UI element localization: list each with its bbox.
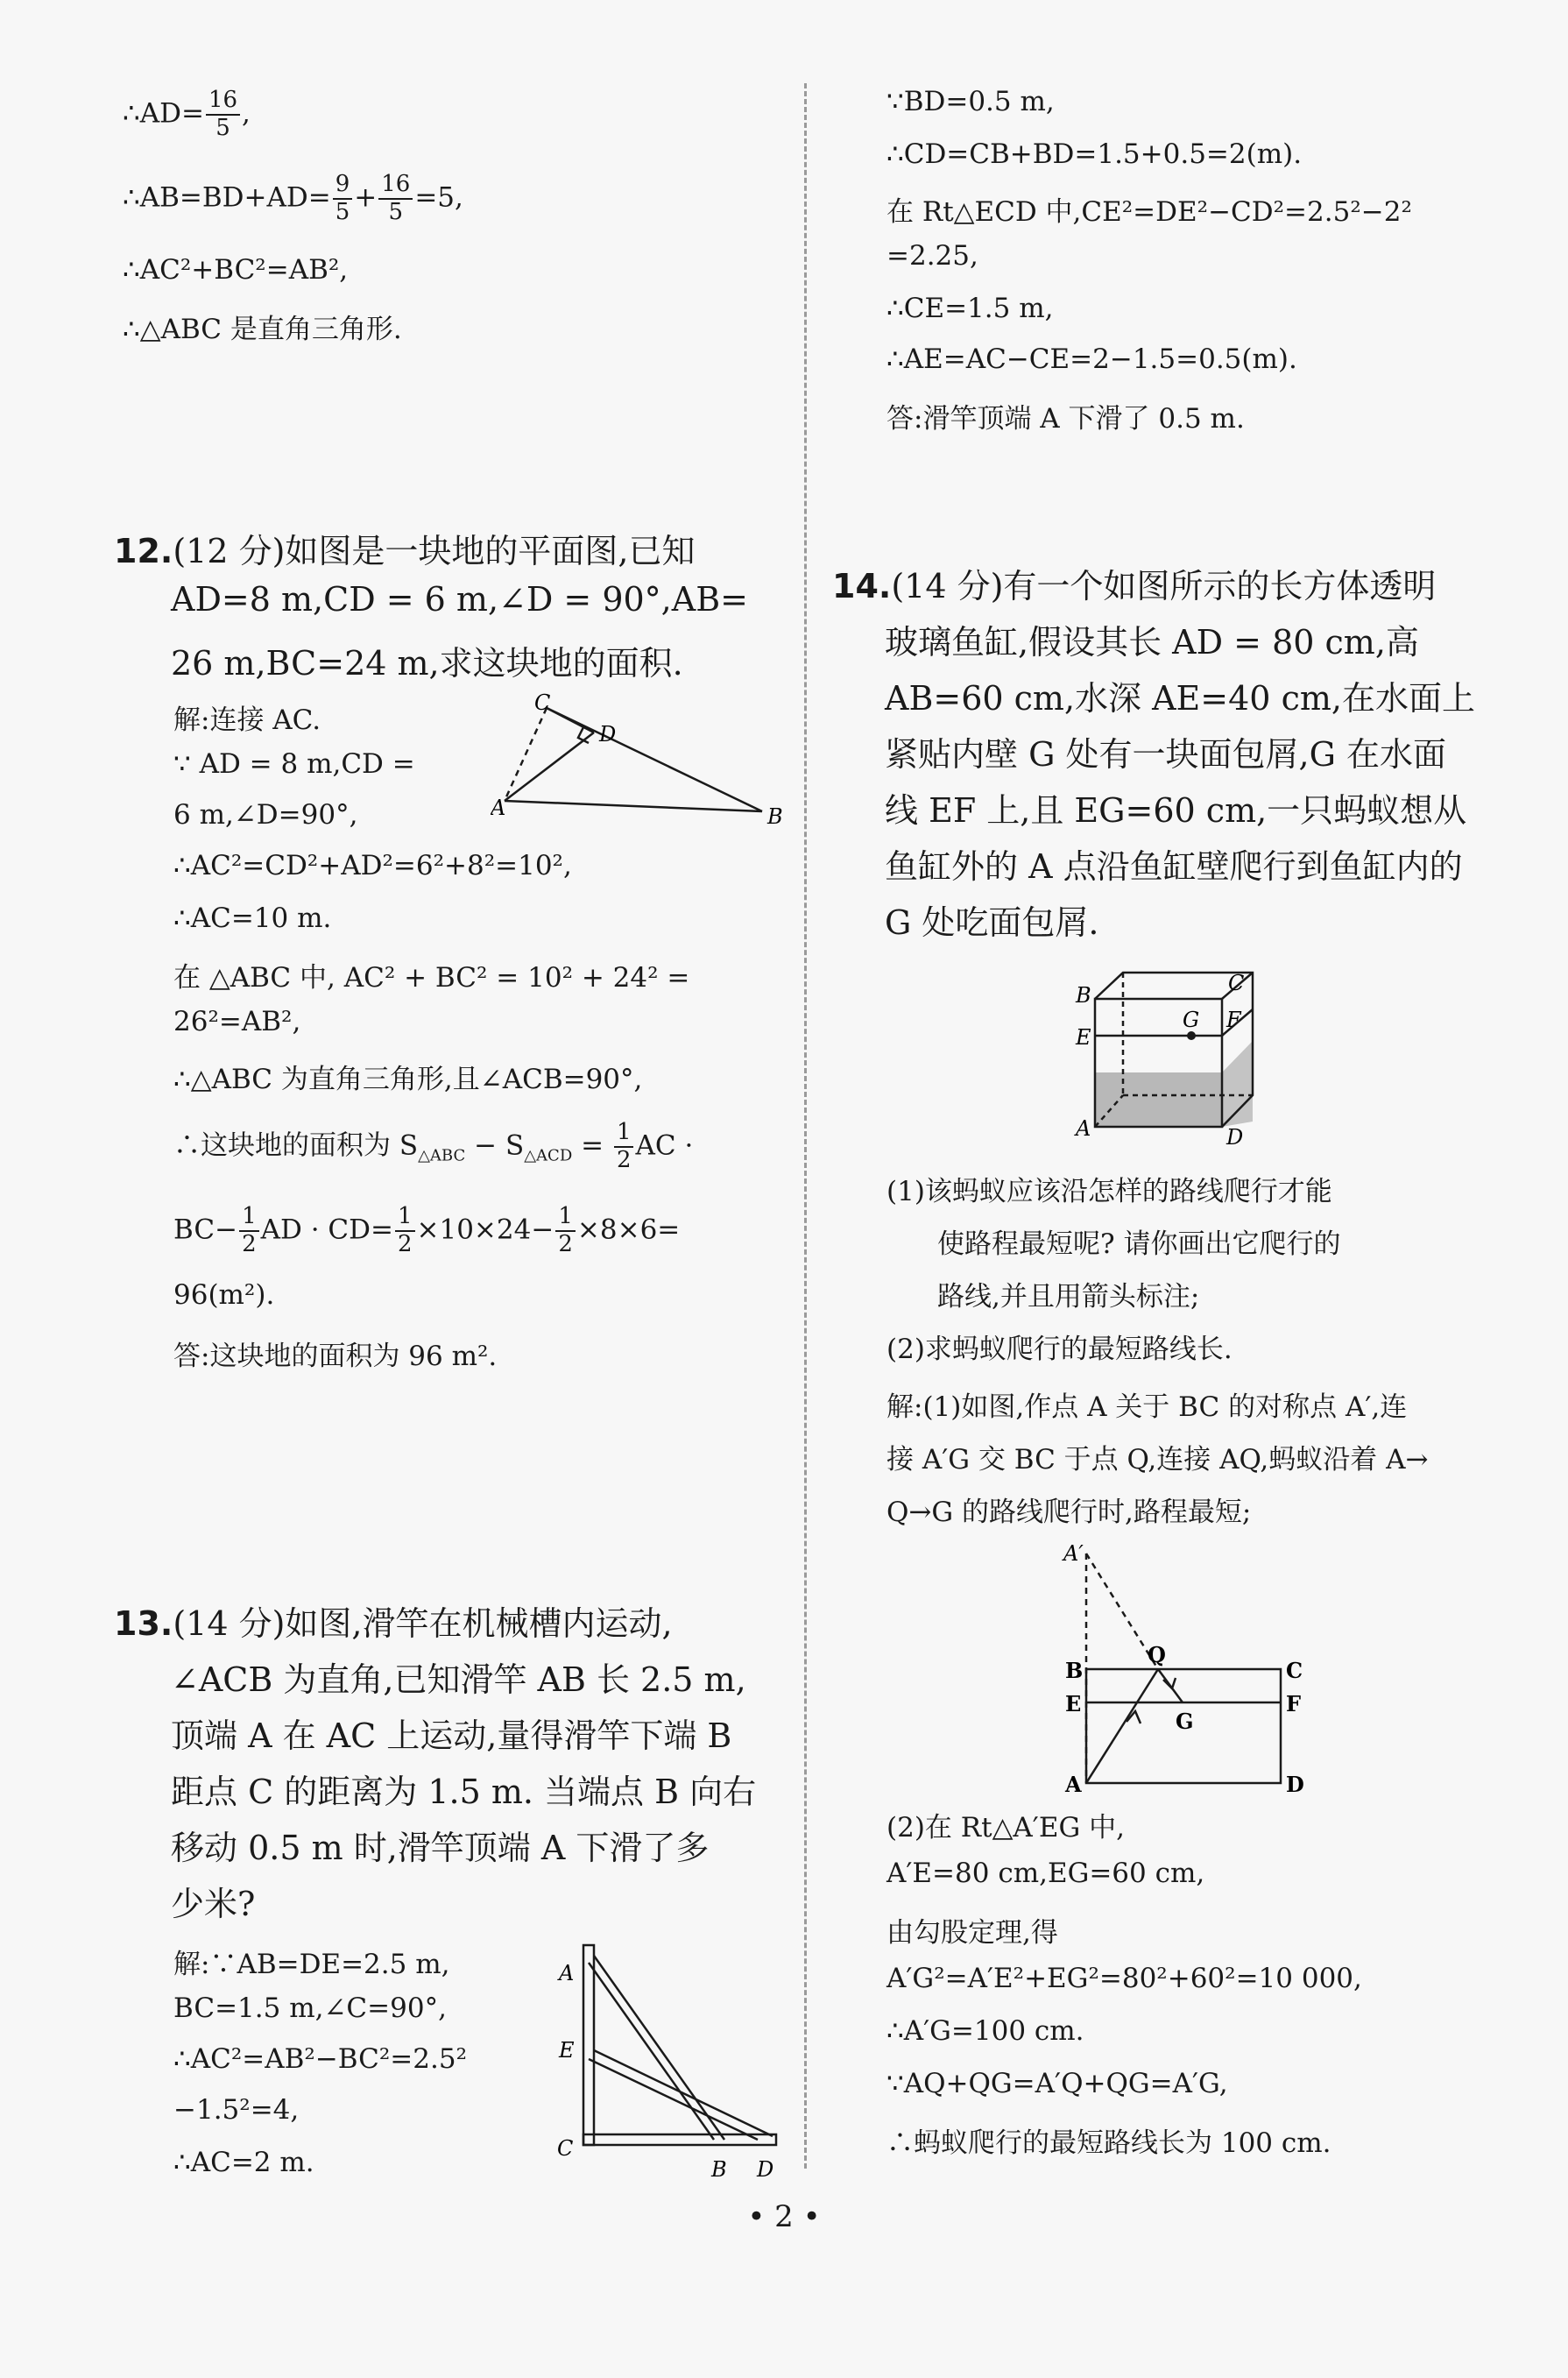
left-line-2: ∴AB=BD+AD= $\frac{9}{5}$ + $\frac{16}{5}$ =5, (123, 171, 463, 225)
slide-rod-figure (543, 1936, 788, 2186)
label-g: G (1176, 1709, 1194, 1734)
horizontal-groove (583, 2134, 776, 2145)
label-g: G (1183, 1008, 1200, 1032)
segment-ac (505, 708, 547, 801)
label-b: B (1076, 983, 1091, 1008)
label-e: E (1076, 1025, 1091, 1050)
label-a-prime: A′ (1063, 1541, 1084, 1566)
label-d: D (1286, 1772, 1304, 1797)
quadrilateral-figure (491, 692, 788, 832)
label-a: A (559, 1961, 575, 1985)
label-d: D (1226, 1125, 1244, 1150)
vertical-groove (583, 1945, 594, 2145)
rod-ab-edge1 (589, 1963, 714, 2140)
label-b: B (711, 2157, 727, 2182)
label-c: C (1228, 971, 1245, 995)
rod-de-edge1 (589, 2059, 758, 2140)
label-d: D (757, 2157, 774, 2182)
fraction: $\frac{1}{2}$ (555, 1204, 576, 1258)
fish-tank-figure (1069, 964, 1305, 1152)
left-line-3: ∴AC²+BC²=AB², (123, 254, 349, 286)
label-a: A (1076, 1116, 1091, 1141)
path-a-q (1086, 1669, 1158, 1783)
label-e: E (559, 2038, 575, 2063)
rod-de-edge2 (594, 2050, 773, 2136)
fraction: $\frac{16}{5}$ (206, 88, 240, 142)
label-d: D (599, 722, 617, 747)
segment-cb (547, 708, 762, 811)
label-c: C (1286, 1658, 1303, 1683)
fraction: $\frac{1}{2}$ (395, 1204, 415, 1258)
page-number: • 2 • (747, 2199, 821, 2234)
left-line-1: ∴AD= $\frac{16}{5}$ , (123, 87, 251, 141)
label-e: E (1065, 1691, 1082, 1716)
page: ∴AD= $\frac{16}{5}$ , ∴AB=BD+AD= $\frac{9}{5}$ + $\frac{16}{5}$ =5, ∴AC²+BC²=AB², ∴△ABC 是直角三角形. 12.(12 分)如图是一块地的平面图,已知 AD=8 m,CD = 6 m,∠D = 90°,AB= 26 m,BC=24 m,求这块地的面积. 解:连接 AC. ∵ AD = 8 m,CD = 6 m,∠D=90°, ∴AC²=CD²+AD²=6²+8²=10², ∴AC=10 m. 在 △ABC 中, AC² + BC² = 10² + 24² = 26²=AB², ∴△ABC 为直角三角形,且∠ACB=90°, ∴这块地的面积为 $S_{\triangle ABC} - S_{\triangle ACD}$ = $\frac{1}{2}$ AC · BC− $\frac{1}{2}$ AD · CD= $\frac{1}{2}$ ×10×24− $\frac{1}{2}$ ×8×6= 96(m²). 答:这块地的面积为 96 m². C D A B 13.(14 分)如图,滑竿在机械槽内运动, ∠ACB 为直角,已知滑竿 AB 长 2.5 m, 顶端 A 在 AC 上运动,量得滑竿下端 B 距点 C 的距离为 1.5 m. 当端点 B 向右 移动 0.5 m 时,滑竿顶端 A 下滑了多 少米? 解:∵AB=DE=2.5 m, BC=1.5 m,∠C=90°, ∴AC²=AB²−BC²=2.5² −1.5²=4, ∴AC=2 m. A E C B D ∵BD=0.5 m, ∴CD=CB+BD=1.5+0.5=2(m). 在 Rt△ECD 中,CE²=DE²−CD²=2.5²−2² =2.25, ∴CE=1.5 m, ∴AE=AC−CE=2−1.5=0.5(m). 答:滑竿顶端 A 下滑了 0.5 m. 14.(14 分)有一个如图所示的长方体透明 玻璃鱼缸,假设其长 AD = 80 cm,高 AB=60 cm,水深 AE=40 cm,在水面上 紧贴内壁 G 处有一块面包屑,G 在水面 线 EF 上,且 EG=60 cm,一只蚂蚁想从 鱼缸外的 A 点沿鱼缸壁爬行到鱼缸内的 G 处吃面包屑. B C G F E A D (1)该蚂蚁应该沿怎样的路线爬行才能 使路程最短呢? 请你画出它爬行的 路线,并且用箭头标注; (2)求蚂蚁爬行的最短路线长. 解:(1)如图,作点 A 关于 BC 的对称点 A′,连 接 A′G 交 BC 于点 Q,连接 AQ,蚂蚁沿着 A→ Q→G 的路线爬行时,路程最短; A′ Q B C E F G A D (2)在 Rt△A′EG 中, A′E=80 cm,EG=60 cm, 由勾股定理,得 A′G²=A′E²+EG²=80²+60²=10 000, ∴A′G=100 cm. ∵AQ+QG=A′Q+QG=A′G, ∴蚂蚁爬行的最短路线长为 100 cm. • 2 • (0, 0, 1568, 2378)
label-b: B (1065, 1658, 1084, 1683)
fraction: $\frac{9}{5}$ (333, 172, 353, 226)
label-a: A (491, 796, 506, 820)
unfolded-path-figure (1060, 1538, 1323, 1801)
label-c: C (557, 2136, 574, 2161)
segment-ab (505, 801, 762, 811)
label-c: C (534, 692, 551, 715)
question-number: 13. (114, 1604, 173, 1643)
bread-crumb-g (1187, 1031, 1196, 1040)
label-f: F (1226, 1008, 1241, 1032)
label-f: F (1286, 1691, 1302, 1716)
question-number: 12. (114, 532, 173, 570)
label-b: B (767, 804, 783, 829)
water-front (1095, 1072, 1222, 1127)
label-a: A (1065, 1772, 1082, 1797)
fraction: $\frac{1}{2}$ (239, 1204, 259, 1258)
segment-da (505, 733, 594, 801)
question-number: 14. (832, 567, 892, 605)
rod-ab-edge2 (594, 1956, 724, 2140)
left-line-4: ∴△ABC 是直角三角形. (123, 314, 402, 345)
fraction: $\frac{1}{2}$ (614, 1120, 634, 1174)
column-divider (804, 83, 807, 2169)
label-q: Q (1148, 1642, 1166, 1667)
fraction: $\frac{16}{5}$ (378, 172, 413, 226)
